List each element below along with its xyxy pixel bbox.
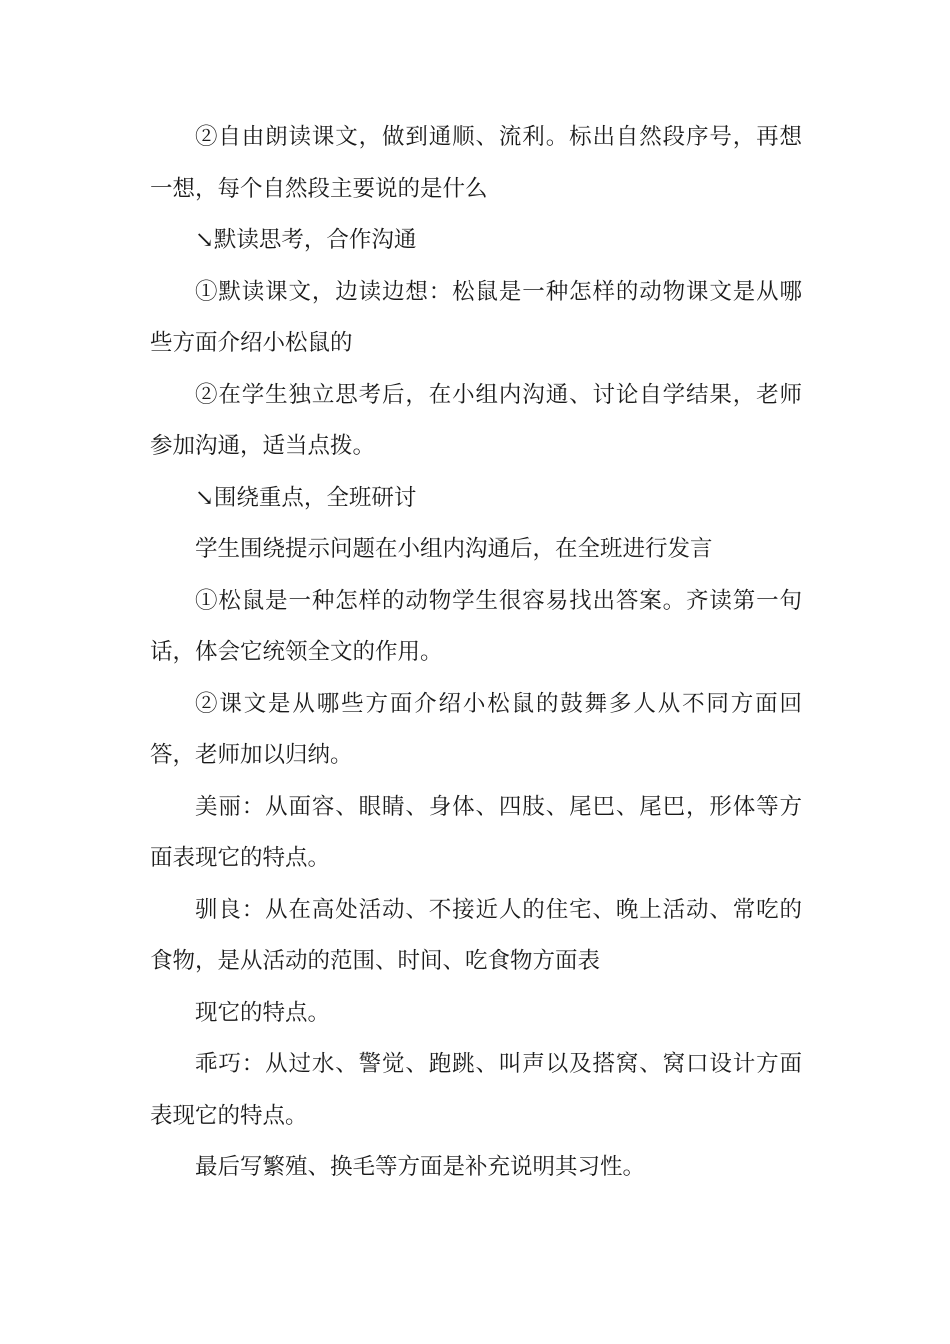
paragraph-question-two: ②课文是从哪些方面介绍小松鼠的鼓舞多人从不同方面回答，老师加以归纳。 <box>150 690 802 768</box>
document-body <box>150 112 802 1194</box>
paragraph-tame: 驯良：从在高处活动、不接近人的住宅、晚上活动、常吃的食物，是从活动的范围、时间、吃食物方面表 <box>150 896 802 974</box>
paragraph-clever: 乖巧：从过水、警觉、跑跳、叫声以及搭窝、窝口设计方面表现它的特点。 <box>150 1051 802 1129</box>
paragraph-silent-reading-task: ①默读课文，边读边想：松鼠是一种怎样的动物课文是从哪些方面介绍小松鼠的 <box>150 278 802 356</box>
paragraph-beautiful: 美丽：从面容、眼睛、身体、四肢、尾巴、尾巴，形体等方面表现它的特点。 <box>150 793 802 871</box>
paragraph-student-presentation: 学生围绕提示问题在小组内沟通后，在全班进行发言 <box>195 536 713 562</box>
heading-class-discussion: ↘围绕重点，全班研讨 <box>195 484 417 511</box>
paragraph-group-discussion: ②在学生独立思考后，在小组内沟通、讨论自学结果，老师参加沟通，适当点拨。 <box>150 381 802 459</box>
paragraph-read-aloud: ②自由朗读课文，做到通顺、流利。标出自然段序号，再想一想，每个自然段主要说的是什么 <box>150 124 802 202</box>
heading-silent-reading: ↘默读思考，合作沟通 <box>195 227 417 253</box>
paragraph-question-one: ①松鼠是一种怎样的动物学生很容易找出答案。齐读第一句话，体会它统领全文的作用。 <box>150 587 802 665</box>
paragraph-tame-continued: 现它的特点。 <box>195 999 331 1026</box>
paragraph-conclusion: 最后写繁殖、换毛等方面是补充说明其习性。 <box>195 1154 646 1180</box>
